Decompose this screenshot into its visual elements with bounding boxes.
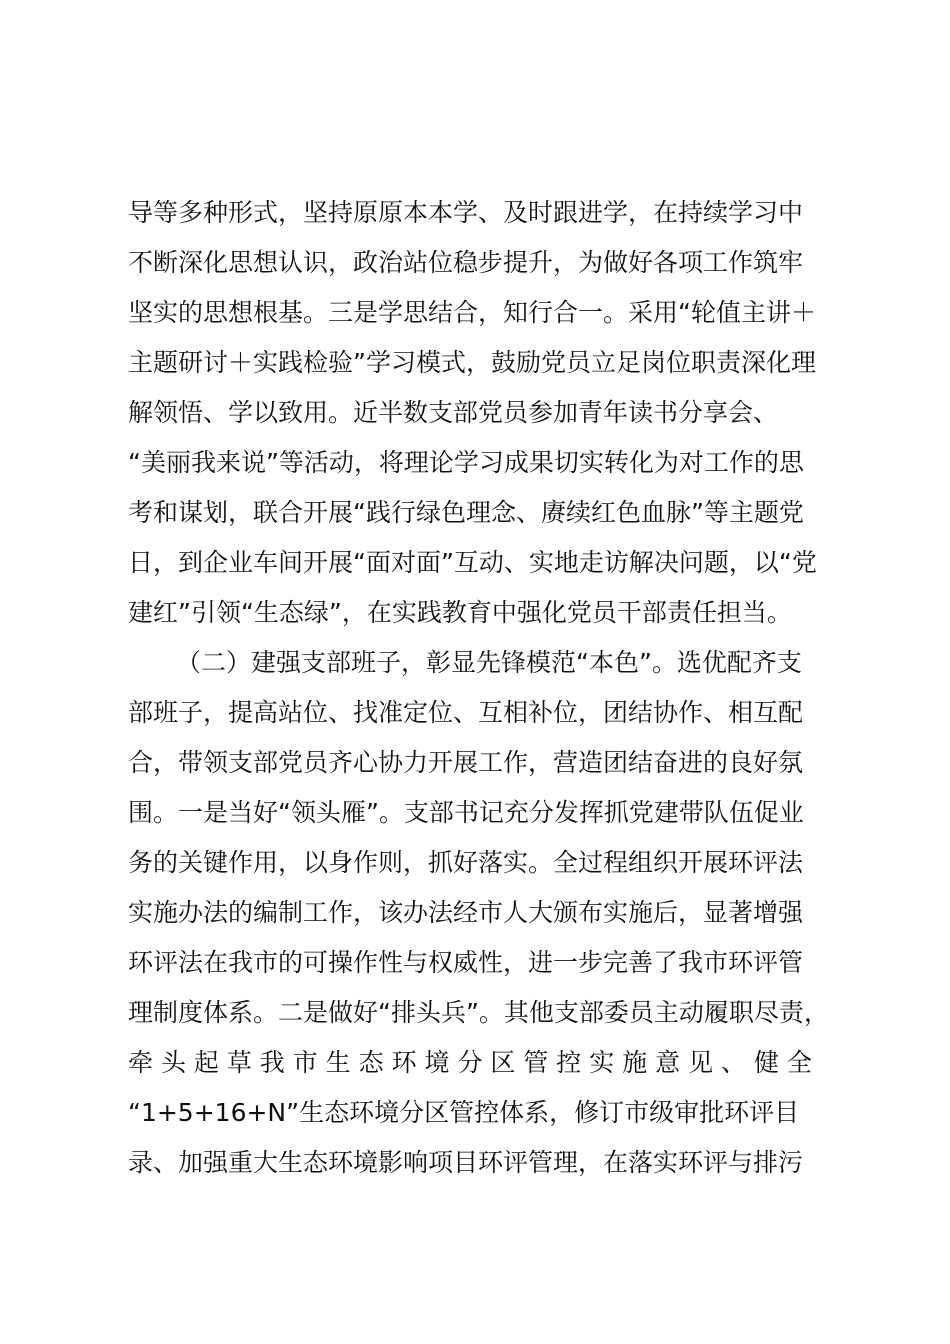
text-line: 导等多种形式，坚持原原本本学、及时跟进学，在持续学习中 [128,198,804,227]
text-line: 主题研讨＋实践检验”学习模式，鼓励党员立足岗位职责深化理 [128,348,816,377]
text-line: 合，带领支部党员齐心协力开展工作，营造团结奋进的良好氛 [128,748,804,777]
text-line: 围。一是当好“领头雁”。支部书记充分发挥抓党建带队伍促业 [128,798,804,827]
text-line: 理制度体系。二是做好“排头兵”。其他支部委员主动履职尽责， [128,998,829,1027]
text-line: 务的关键作用，以身作则，抓好落实。全过程组织开展环评法 [128,848,804,877]
paragraph-heading-line: （二）建强支部班子，彰显先锋模范“本色”。选优配齐支 [176,648,802,677]
text-line: “1+5+16+N”生态环境分区管控体系，修订市级审批环评目 [128,1098,800,1127]
text-line: 录、加强重大生态环境影响项目环评管理，在落实环评与排污 [128,1148,804,1177]
text-line: 建红”引领“生态绿”，在实践教育中强化党员干部责任担当。 [128,598,792,627]
text-line: 牵 头 起 草 我 市 生 态 环 境 分 区 管 控 实 施 意 见 、 健 全 [128,1048,812,1077]
text-line: 考和谋划，联合开展“践行绿色理念、赓续红色血脉”等主题党 [128,498,804,527]
text-line: 部班子，提高站位、找准定位、互相补位，团结协作、相互配 [128,698,804,727]
text-line: 日，到企业车间开展“面对面”互动、实地走访解决问题，以“党 [128,548,817,577]
text-line: 环评法在我市的可操作性与权威性，进一步完善了我市环评管 [128,948,804,977]
text-line: 不断深化思想认识，政治站位稳步提升，为做好各项工作筑牢 [128,248,804,277]
text-line: “美丽我来说”等活动，将理论学习成果切实转化为对工作的思 [128,448,804,477]
text-line: 坚实的思想根基。三是学思结合，知行合一。采用“轮值主讲＋ [128,298,816,327]
text-line: 解领悟、学以致用。近半数支部党员参加青年读书分享会、 [128,398,779,427]
text-line: 实施办法的编制工作，该办法经市人大颁布实施后，显著增强 [128,898,804,927]
